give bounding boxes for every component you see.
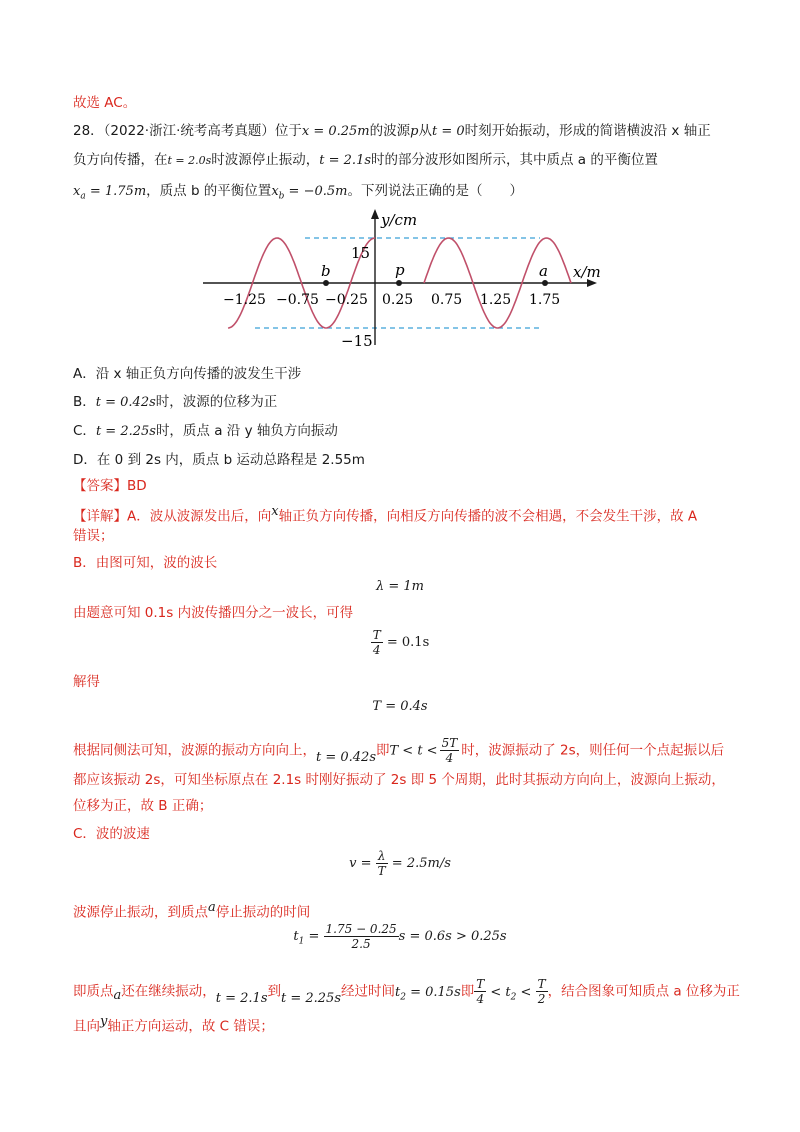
option-letter: C． [73,423,96,439]
fraction-5t-4: $\frac{5T}{4}$ [441,736,458,765]
detail-text: 经过时间 [341,983,395,1000]
option-b-time: t = 0.42s [95,395,156,410]
time-eq: t = 2.1s [215,990,268,1006]
detail-text: ，结合图象可知质点 a 位移为正 [547,983,740,1000]
equation-period: T = 0.4s [372,699,428,714]
point-p-label: p [395,261,405,279]
detail-text: 到 [267,983,281,1000]
x-tick-label: 1.75 [529,292,561,308]
source-position-eq: x = 0.25m [301,124,370,139]
b-text-5: 都应该振动 2s，可知坐标原点在 2.1s 时刚好振动了 2s 即 5 个周期，此时其振动方向向上，波源向上振动， [73,772,725,788]
y-positive-label: 15 [351,244,371,262]
question-line-2 [73,150,658,171]
b-text-6: 位移为正，故 B 正确； [73,798,213,814]
detail-text: 停止振动的时间 [215,904,311,921]
question-line-1 [73,121,711,142]
c-text-4 [73,1012,274,1037]
detail-text: 时，波源振动了 2s，则任何一个点起振以后 [461,742,725,759]
question-text: 时的部分波形如图所示，其中质点 a 的平衡位置 [371,152,658,168]
detail-text: 轴正负方向传播，向相反方向传播的波不会相遇，不会发生干涉，故 A [278,508,698,525]
fraction-t-2: $\frac{T}{2}$ [537,977,546,1006]
question-text: 的波源 [369,123,411,139]
detail-text: 即 [376,742,390,759]
b-text-4 [73,736,724,765]
option-text: 时，波源的位移为正 [155,394,278,410]
question-number-source: 28．（2022·浙江·统考高考真题）位于 [73,123,302,139]
x-tick-label: 0.25 [382,292,414,308]
previous-answer: 故选 AC。 [73,95,137,111]
start-time-eq: t = 0 [431,124,465,139]
xb-eq: $x_b = -0.5m$ [271,184,348,202]
detail-a-line-1 [73,502,697,527]
question-text: 负方向传播，在 [73,152,168,168]
option-c-time: t = 2.25s [95,424,156,439]
c-text-3 [73,977,740,1007]
equation-lambda: λ = 1m [376,579,424,594]
question-text: 时刻开始振动，形成的简谐横波沿 x 轴正 [464,123,711,139]
detail-text: 波源停止振动，到质点 [73,904,208,921]
fraction-t-4: $\frac{T}{4}$ [476,977,485,1006]
option-text: 时，质点 a 沿 y 轴负方向振动 [155,423,338,439]
point-p-dot [396,280,402,286]
inequality: < $t_2$ < [486,984,536,1003]
a-symbol: a [208,900,216,915]
detail-text: 根据同侧法可知，波源的振动方向向上， [73,742,316,759]
x-tick-label: −0.25 [325,292,368,308]
x-tick-label: 0.75 [431,292,463,308]
c-intro: C．波的波速 [73,826,150,842]
xa-eq: $x_a = 1.75m$ [73,184,147,202]
detail-text: 即质点 [73,983,114,1000]
x-axis-label: x/m [573,263,601,281]
x-tick-label: −0.75 [276,292,319,308]
option-a: A．沿 x 轴正负方向传播的波发生干涉 [73,366,302,382]
detail-a-line-2: 错误； [73,528,114,544]
b-text-3: 解得 [73,674,100,690]
detail-text: 【详解】A．波从波源发出后，向 [73,508,272,525]
wave-graph [195,205,605,355]
point-a-label: a [539,262,548,280]
b-intro: B．由图可知，波的波长 [73,555,218,571]
question-text: 从 [418,123,432,139]
detail-text: 还在继续振动， [121,983,216,1000]
stop-time-eq: t = 2.0s [167,154,212,167]
equation-velocity: v = $\frac{\lambda}{T}$ = 2.5m/s [349,849,451,878]
x-tick-label: 1.25 [480,292,512,308]
b-text-2: 由题意可知 0.1s 内波传播四分之一波长，可得 [73,605,354,621]
detail-text: 轴正方向运动，故 C 错误； [107,1018,274,1035]
inequality: T < t < [389,743,438,759]
point-a-dot [542,280,548,286]
question-text: ，质点 b 的平衡位置 [146,183,272,199]
detail-text: 且向 [73,1018,100,1035]
point-b-dot [323,280,329,286]
x-tick-label: −1.25 [223,292,266,308]
y-symbol: y [100,1014,108,1029]
question-text: 。下列说法正确的是（ ） [347,183,523,199]
equation-t1: $t_1$ = $\frac{1.75 - 0.25}{2.5}$ s = 0.6s > 0.25s [293,922,507,951]
y-axis-label: y/cm [381,211,418,229]
option-b [73,392,277,413]
question-text: 时波源停止振动， [211,152,320,168]
question-line-3 [73,181,523,207]
answer-line: 【答案】BD [73,478,147,494]
point-b-label: b [321,262,331,280]
x-symbol: x [271,504,279,519]
y-negative-label: −15 [341,332,373,350]
t2-eq: $t_2 = 0.15s$ [395,984,461,1003]
option-d: D．在 0 到 2s 内，质点 b 运动总路程是 2.55m [73,452,365,468]
option-letter: B． [73,394,96,410]
option-c [73,421,338,442]
time-eq: t = 2.25s [281,990,341,1006]
detail-text: 即 [460,983,475,1000]
equation-quarter-period: $\frac{T}{4}$ = 0.1s [372,628,430,657]
c-text-2 [73,898,310,923]
y-axis-arrow [371,209,379,219]
time-eq: t = 0.42s [316,749,376,765]
snapshot-time-eq: t = 2.1s [319,153,372,168]
a-symbol: a [113,988,122,1004]
source-symbol: p [410,124,419,139]
